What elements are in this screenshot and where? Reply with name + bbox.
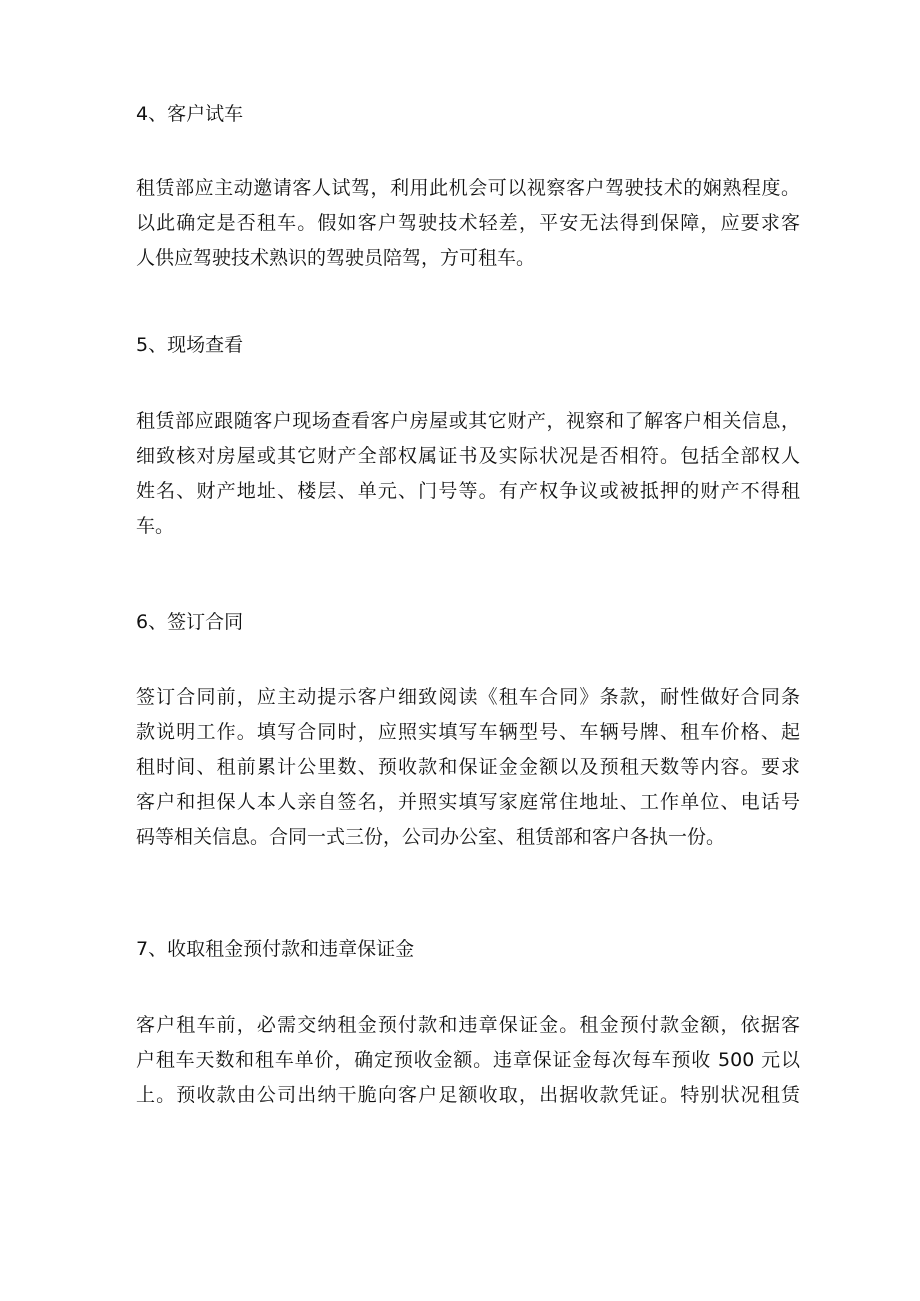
section-6-paragraph [136, 680, 800, 855]
paragraph-line: 客户和担保人本人亲自签名，并照实填写家庭常住地址、工作单位、电话号 [136, 791, 800, 813]
section-7-heading: 7、收取租金预付款和违章保证金 [136, 938, 415, 960]
section-6-heading: 6、签订合同 [136, 611, 244, 633]
paragraph-line: 人供应驾驶技术熟识的驾驶员陪驾，方可租车。 [136, 247, 536, 269]
paragraph-line: 租赁部应主动邀请客人试驾，利用此机会可以视察客户驾驶技术的娴熟程度。 [136, 177, 800, 199]
paragraph-line: 以此确定是否租车。假如客户驾驶技术轻差，平安无法得到保障，应要求客 [136, 212, 800, 234]
section-4-paragraph [136, 171, 800, 276]
paragraph-line: 上。预收款由公司出纳干脆向客户足额收取，出据收款凭证。特别状况租赁 [136, 1084, 800, 1106]
paragraph-line: 姓名、财产地址、楼层、单元、门号等。有产权争议或被抵押的财产不得租 [136, 480, 800, 502]
section-5-paragraph [136, 404, 800, 544]
paragraph-line: 客户租车前，必需交纳租金预付款和违章保证金。租金预付款金额，依据客 [136, 1014, 800, 1036]
paragraph-line: 细致核对房屋或其它财产全部权属证书及实际状况是否相符。包括全部权人 [136, 445, 800, 467]
paragraph-line: 款说明工作。填写合同时，应照实填写车辆型号、车辆号牌、租车价格、起 [136, 721, 800, 743]
paragraph-line: 签订合同前，应主动提示客户细致阅读《租车合同》条款，耐性做好合同条 [136, 686, 800, 708]
paragraph-line: 租时间、租前累计公里数、预收款和保证金金额以及预租天数等内容。要求 [136, 756, 800, 778]
paragraph-line: 车。 [136, 515, 175, 537]
section-5-heading: 5、现场查看 [136, 334, 244, 356]
section-7-paragraph [136, 1008, 800, 1113]
paragraph-line: 户租车天数和租车单价，确定预收金额。违章保证金每次每车预收 500 元以 [136, 1049, 800, 1071]
paragraph-line: 租赁部应跟随客户现场查看客户房屋或其它财产，视察和了解客户相关信息， [136, 410, 800, 432]
section-4-heading: 4、客户试车 [136, 103, 244, 125]
paragraph-line: 码等相关信息。合同一式三份，公司办公室、租赁部和客户各执一份。 [136, 826, 726, 848]
